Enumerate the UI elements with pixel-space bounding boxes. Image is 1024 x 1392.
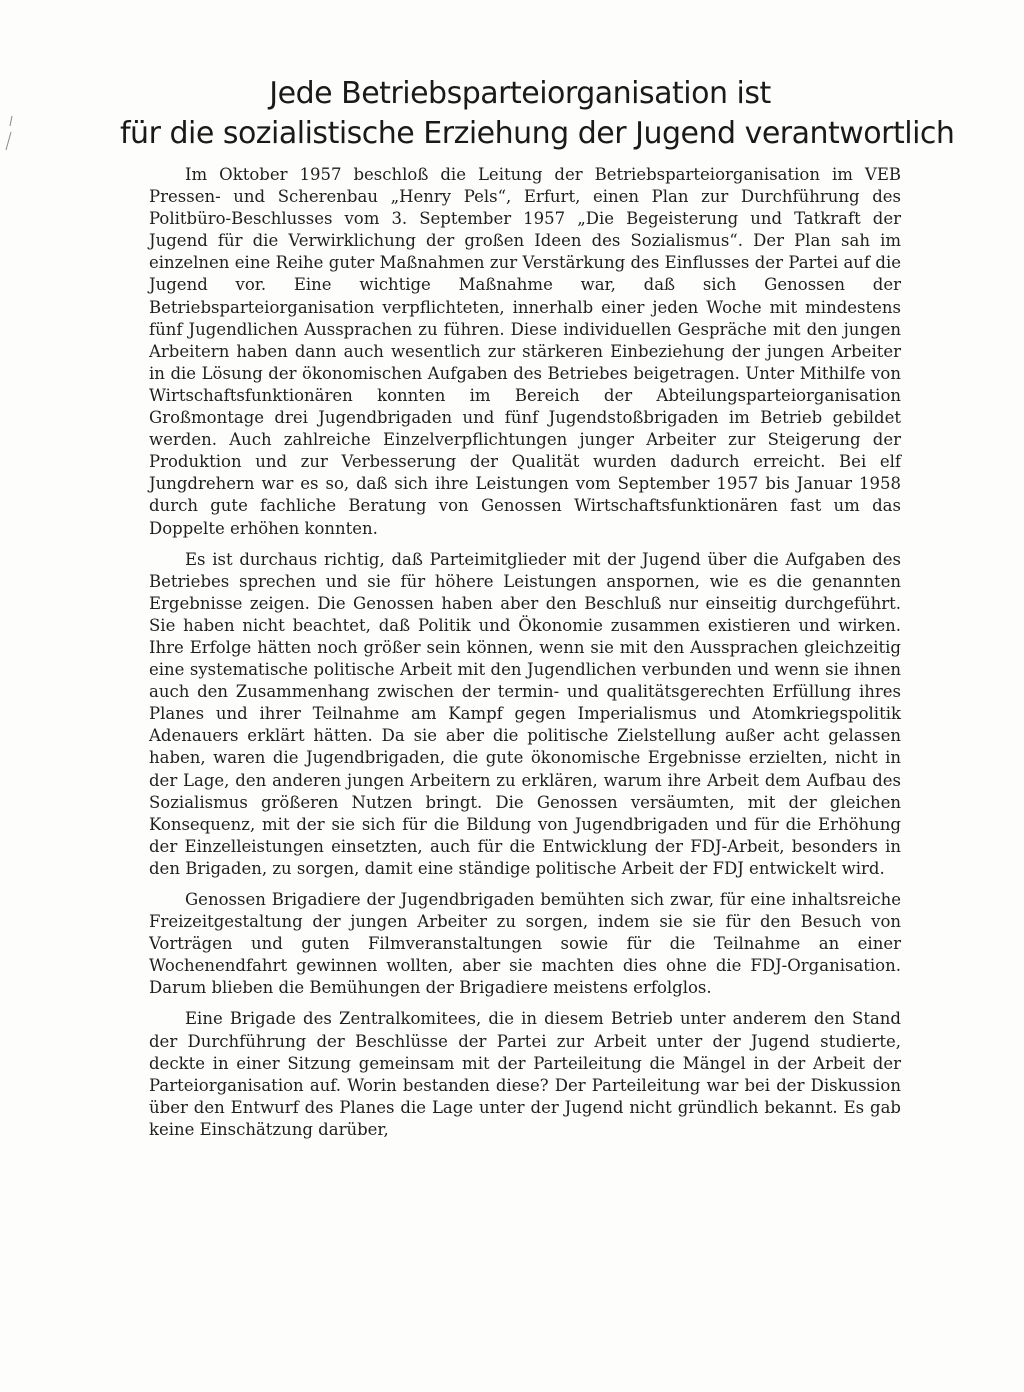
paragraph-2: Es ist durchaus richtig, daß Parteimitglieder mit der Jugend über die Aufgaben des Betriebes sprechen und sie für höhere Leistungen anspornen, wie es die genannten Ergebnisse zeigen. Die Genossen haben aber den Beschluß nur einseitig durchgeführt. Sie haben nicht beachtet, daß Politik und Ökonomie zusammen existieren und wirken. Ihre Erfolge hätten noch größer sein können, wenn sie mit den Aussprachen gleichzeitig eine systematische politische Arbeit mit den Jugendlichen verbunden und wenn sie ihnen auch den Zusammenhang zwischen der termin- und qualitätsgerechten Erfüllung ihres Planes und ihrer Teilnahme am Kampf gegen Imperialismus und Atomkriegspolitik Adenauers erklärt hätten. Da sie aber die politische Zielstellung außer acht gelassen haben, waren die Jugendbrigaden, die gute ökonomische Ergebnisse erzielten, nicht in der Lage, den anderen jungen Arbeitern zu erklären, warum ihre Arbeit dem Aufbau des Sozialismus größeren Nutzen bringt. Die Genossen versäumten, mit der gleichen Konsequenz, mit der sie sich für die Bildung von Jugendbrigaden und für die Erhöhung der Einzelleistungen einsetzten, auch für die Entwicklung der FDJ-Arbeit, besonders in den Brigaden, zu sorgen, damit eine ständige politische Arbeit der FDJ entwickelt wird. [149,549,901,878]
article-title [120,74,955,154]
article-body [149,164,901,1141]
title-line-1: Jede Betriebsparteiorganisation ist [269,76,771,111]
paragraph-4: Eine Brigade des Zentralkomitees, die in diesem Betrieb unter anderem den Stand der Durchführung der Beschlüsse der Partei zur Arbeit unter der Jugend studierte, deckte in einer Sitzung gemeinsam mit der Parteileitung die Mängel in der Arbeit der Parteiorganisation auf. Worin bestanden diese? Der Parteileitung war bei der Diskussion über den Entwurf des Planes die Lage unter der Jugend nicht gründlich bekannt. Es gab keine Einschätzung darüber, [149,1009,901,1139]
paragraph-3: Genossen Brigadiere der Jugendbrigaden bemühten sich zwar, für eine inhaltsreiche Freizeitgestaltung der jungen Arbeiter zu sorgen, indem sie sie für den Besuch von Vorträgen und guten Filmveranstaltungen sowie für die Teilnahme an einer Wochenendfahrt gewinnen wollten, aber sie machten dies ohne die FDJ-Organisation. Darum blieben die Bemühungen der Brigadiere meistens erfolglos. [149,890,901,998]
paragraph-1: Im Oktober 1957 beschloß die Leitung der Betriebsparteiorganisation im VEB Pressen- und Scherenbau „Henry Pels“, Erfurt, einen Plan zur Durchführung des Politbüro-Beschlusses vom 3. September 1957 „Die Begeisterung und Tatkraft der Jugend für die Verwirklichung der großen Ideen des Sozialismus“. Der Plan sah im einzelnen eine Reihe guter Maßnahmen zur Verstärkung des Einflusses der Partei auf die Jugend vor. Eine wichtige Maßnahme war, daß sich Genossen der Betriebsparteiorganisation verpflichteten, innerhalb einer jeden Woche mit mindestens fünf Jugendlichen Aussprachen zu führen. Diese individuellen Gespräche mit den jungen Arbeitern haben dann auch wesentlich zur stärkeren Einbeziehung der jungen Arbeiter in die Lösung der ökonomischen Aufgaben des Betriebes beigetragen. Unter Mithilfe von Wirtschaftsfunktionären konnten im Bereich der Abteilungsparteiorganisation Großmontage drei Jugendbrigaden und fünf Jugendstoßbrigaden im Betrieb gebildet werden. Auch zahlreiche Einzelverpflichtungen junger Arbeiter zur Steigerung der Produktion und zur Verbesserung der Qualität wurden dadurch erreicht. Bei elf Jungdrehern war es so, daß sich ihre Leistungen vom September 1957 bis Januar 1958 durch gute fachliche Beratung von Genossen Wirtschaftsfunktionären fast um das Doppelte erhöhen konnten. [149,165,901,538]
title-line-2: für die sozialistische Erziehung der Jugend verantwortlich [120,116,955,151]
margin-pencil-mark [4,112,14,152]
